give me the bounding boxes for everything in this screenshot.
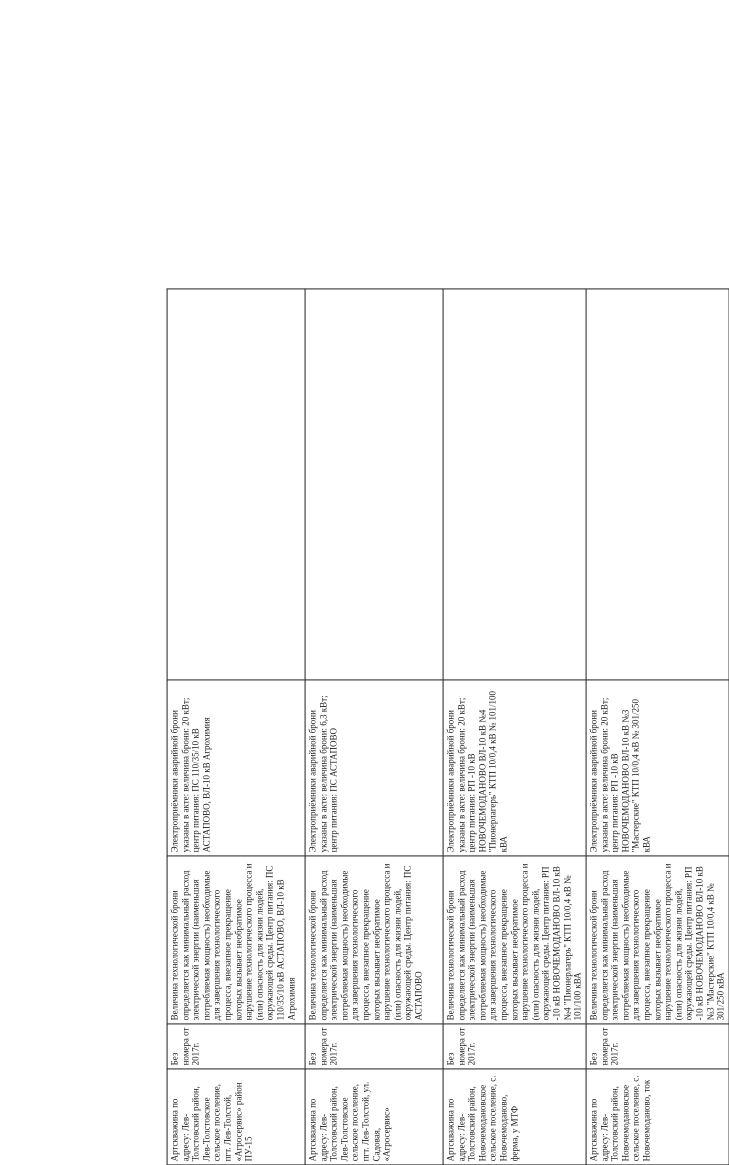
address-cell: Артскважина по адресу: Лев-Толстовский район, Лев-Толстовское сельское поселение, пгт. Лев-Толстой, ул. Садовая, «Агросервис» — [305, 1069, 443, 1165]
empty-cell — [305, 289, 443, 680]
table-row — [167, 289, 305, 1165]
criteria-cell: Величина технологической брони определяется как минимальный расход электрической энергии (наименьшая потребляемая мощность) необходимые для завершения технологического процесса, внезапное прекращение которых вызывает необратимое нарушение технологического процесса и (или) опасность для жизни людей, окружающей среды. Центр питания: ПС АСТАПОВО — [305, 856, 443, 1024]
criteria-cell: Величина технологической брони определяется как минимальный расход электрической энергии (наименьшая потребляемая мощность) необходимые для завершения технологического процесса, внезапное прекращение которых вызывает необратимое нарушение технологического процесса и (или) опасность для жизни людей, окружающей среды. Центр питания: РП -10 кВ НОВОЧЕМОДАНОВО ВЛ-10 кВ №3 "Мастерские" КТП 10/0,4 кВ № 301/250 кВА — [586, 856, 729, 1024]
address-cell: Артскважина по адресу: Лев-Толстовский район, Новочемодановское сельское поселение, с. Новочемоданово, ток — [586, 1069, 729, 1165]
document-number-cell: Без номера от 2017г. — [167, 1024, 305, 1069]
table-row — [443, 289, 586, 1165]
indicators-cell: Электроприёмники аварийной брони указаны в акте: величина брони: 20 кВт; центр питания: РП -10 кВ НОВОЧЕМОДАНОВО ВЛ-10 кВ №3 "Мастерские" КТП 10/0,4 кВ № 301/250 кВА — [586, 680, 729, 856]
criteria-cell: Величина технологической брони определяется как минимальный расход электрической энергии (наименьшая потребляемая мощность) необходимые для завершения технологического процесса, внезапное прекращение которых вызывает необратимое нарушение технологического процесса и (или) опасность для жизни людей, окружающей среды. Центр питания: РП -10 кВ НОВОЧЕМОДАНОВО ВЛ-10 кВ №4 "Пионерлагерь" КТП 10/0,4 кВ № 101/100 кВА — [443, 856, 586, 1024]
empty-cell — [443, 289, 586, 680]
document-number-cell: Без номера от 2017г. — [586, 1024, 729, 1069]
empty-cell — [586, 289, 729, 680]
criteria-cell: Величина технологической брони определяется как минимальный расход электрической энергии (наименьшая потребляемая мощность) необходимые для завершения технологического процесса, внезапное прекращение которых вызывает необратимое нарушение технологического процесса и (или) опасность для жизни людей, окружающей среды. Центр питания: ПС 110/35/10 кВ АСТАПОВО, ВЛ-10 кВ Агрохимия — [167, 856, 305, 1024]
document-number-cell: Без номера от 2017г. — [305, 1024, 443, 1069]
empty-cell — [167, 289, 305, 680]
address-cell: Артскважина по адресу: Лев-Толстовский район, Лев-Толстовское сельское поселение, пгт. Лев-Толстой, «Агросервис» район ПУ-15 — [167, 1069, 305, 1165]
address-cell: Артскважина по адресу: Лев-Толстовский район, Новочемодановское сельское поселение, с. Новочемоданово, ферма, у МТФ — [443, 1069, 586, 1165]
indicators-cell: Электроприёмники аварийной брони указаны в акте: величина брони: 20 кВт; центр питания: РП -10 кВ НОВОЧЕМОДАНОВО ВЛ-10 кВ №4 "Пионерлагерь" КТП 10/0,4 кВ № 101/100 кВА — [443, 680, 586, 856]
table-row — [305, 289, 443, 1165]
table-row — [586, 289, 729, 1165]
document-number-cell: Без номера от 2017г. — [443, 1024, 586, 1069]
indicators-cell: Электроприёмники аварийной брони указаны в акте: величина брони: 20 кВт; центр питания: ПС 110/35/10 кВ АСТАПОВО, ВЛ-10 кВ Агрохимия — [167, 680, 305, 856]
backup-power-table — [167, 288, 729, 1165]
indicators-cell: Электроприёмники аварийной брони указаны в акте: величина брони: 6,3 кВт; центр питания: ПС АСТАПОВО — [305, 680, 443, 856]
rotated-table-container — [167, 289, 729, 1165]
